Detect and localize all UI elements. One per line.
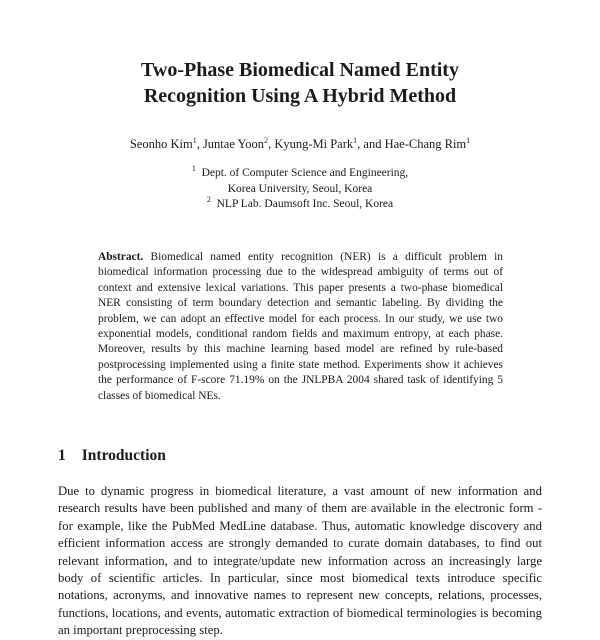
paper-title xyxy=(0,57,600,109)
abstract-text: Biomedical named entity recognition (NER) is a difficult problem in biomedical information processing due to the widespread ambiguity of terms out of context and extensive lexical variations. This paper presents a two-phase biomedical NER consisting of term boundary detection and semantic labeling. By dividing the problem, we can adopt an effective model for each process. In our study, we use two exponential models, conditional random fields and maximum entropy, at each phase. Moreover, results by this machine learning based model are refined by rule-based postprocessing implemented using a finite state method. Experiments show it achieves the performance of F-score 71.19% on the JNLPBA 2004 shared task of identifying 5 classes of biomedical NEs. xyxy=(98,251,503,402)
title-line-1: Two-Phase Biomedical Named Entity xyxy=(141,59,459,81)
title-line-2: Recognition Using A Hybrid Method xyxy=(143,85,457,107)
author-affiliation-mark: 2 xyxy=(264,135,269,145)
affiliation-2-name: NLP Lab. Daumsoft Inc. Seoul, Korea xyxy=(216,198,394,210)
section-title: Introduction xyxy=(81,447,166,464)
author-separator: , xyxy=(196,137,203,151)
affiliation-1-line-2: Korea University, Seoul, Korea xyxy=(227,182,373,195)
section-heading-introduction xyxy=(58,446,166,466)
affiliation-1-mark: 1 xyxy=(191,164,196,174)
introduction-paragraph: Due to dynamic progress in biomedical literature, a vast amount of new information and research results have been published and many of them are available in the electronic form - for example, like the PubMed MedLine database. Thus, automatic knowledge discovery and efficient information access are strongly demanded to curate domain databases, to find out relevant information, and to integrate/update new information across an increasingly large body of scientific articles. In particular, since most biomedical texts introduce specific notations, acronyms, and innovative names to represent new concepts, relations, processes, functions, locations, and events, automatic extraction of biomedical terminologies is becoming an important preprocessing step. xyxy=(58,484,542,638)
author-affiliation-mark: 1 xyxy=(466,135,471,145)
affiliation-2-mark: 2 xyxy=(206,195,211,205)
affiliations xyxy=(0,166,600,213)
author-separator: , and xyxy=(357,137,385,151)
author-list xyxy=(0,136,600,152)
affiliation-1-line-1 xyxy=(0,166,600,182)
abstract-label: Abstract. xyxy=(98,251,144,263)
author-name: Juntae Yoon xyxy=(202,137,265,151)
author-separator: , xyxy=(268,137,275,151)
author-name: Seonho Kim xyxy=(129,137,193,151)
section-number: 1 xyxy=(58,447,66,464)
affiliation-2-line xyxy=(0,197,600,213)
author-name: Kyung-Mi Park xyxy=(274,137,354,151)
author-affiliation-mark: 1 xyxy=(192,135,197,145)
abstract xyxy=(98,250,503,404)
author-affiliation-mark: 1 xyxy=(353,135,358,145)
author-name: Hae-Chang Rim xyxy=(384,137,467,151)
affiliation-1-dept: Dept. of Computer Science and Engineering, xyxy=(201,167,409,179)
